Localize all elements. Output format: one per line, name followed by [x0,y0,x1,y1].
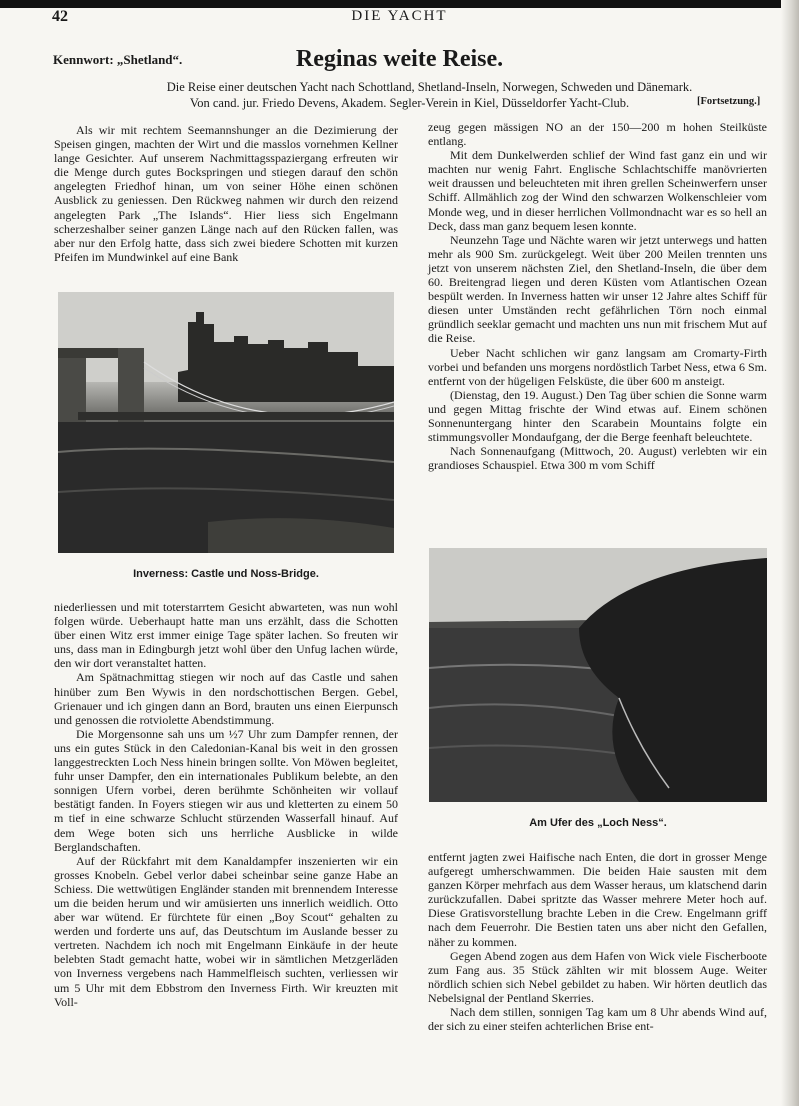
paragraph: Ueber Nacht schlichen wir ganz langsam am Cromarty-Firth vorbei und befanden uns morgens nordöstlich Tarbet Ness, etwa 6 Sm. entfernt von der hügeligen Felsküste, die über 600 m ansteigt. [428,345,767,388]
article-subtitle: Die Reise einer deutschen Yacht nach Schottland, Shetland-Inseln, Norwegen, Schweden und Dänemark. [166,80,693,94]
paragraph: entfernt jagten zwei Haifische nach Enten, die dort in grosser Menge aufgeregt umherschwammen. Die beiden Haie sausten mit dem ganzen Körper mehrfach aus dem Wasser heraus, um klatschend darin zurückzufallen. Dabei spritzte das Wasser mehrere Meter hoch auf. Diese Gratisvorstellung brachte Leben in die Crew. Engelmann griff nach dem Feuerrohr. Die Bestien taten uns aber nicht den Gefallen, näher zu kommen. [428,850,767,949]
column-left-bottom [54,600,398,1009]
column-right-top [428,120,767,472]
photo1-caption: Inverness: Castle und Noss-Bridge. [133,568,319,580]
photo-loch-ness-shore [429,548,767,802]
kennwort-label: Kennwort: „Shetland“. [53,52,183,67]
paragraph: Als wir mit rechtem Seemannshunger an die Dezimierung der Speisen gingen, machten der Wirt und die masslos vornehmen Kellner lange Gesichter. Auf unserem Nachmittagsspaziergang erfreuten wir die Menge durch gutes Bockspringen und stiegen darauf den schön angelegten Friedhof hinan, um von seiner Höhe einen schönen Ausblick zu geniessen. Den Rückweg nahmen wir durch den reizend angelegten Park „The Islands“. Hier liess sich Engelmann scherzeshalber seiner ganzen Länge nach auf den Rücken fallen, was aber nur den Erfolg hatte, dass sich zwei biedere Schotten mit kurzen Pfeifen im Mundwinkel auf eine Bank [54,123,398,264]
paragraph: Neunzehn Tage und Nächte waren wir jetzt unterwegs und hatten mehr als 900 Sm. zurückgelegt. Weit über 200 Meilen trennten uns jetzt von unserem nächsten Ziel, den Shetland-Inseln, die über dem 60. Breitengrad liegen und deren Küsten vom Atlantischen Ozean bespült werden. In Inverness hatten wir unser 12 Jahre altes Schiff für diesen unter Umständen recht gefährlichen Törn noch einmal gründlich seeklar gemacht und machten uns nun mit frischem Mut auf die Reise. [428,232,767,346]
paragraph: Nach dem stillen, sonnigen Tag kam um 8 Uhr abends Wind auf, der sich zu einer steifen achterlichen Brise ent- [428,1005,767,1034]
paragraph: Auf der Rückfahrt mit dem Kanaldampfer inszenierten wir ein grosses Knobeln. Gebel verlor dabei scheinbar seine ganze Habe an Schiess. Die wettwütigen Engländer standen mit brennendem Interesse um die beiden herum und wir amüsierten uns innerlich weidlich. Otto aber war wütend. Er fürchtete für einen „Boy Scout“ gehalten zu werden und forderte uns auf, das Deutschtum im Auslande besser zu vertreten. Nachdem ich noch mit Engelmann Einkäufe in der heute belebten Stadt gemacht hatte, wobei wir in sämtlichen Metzgerläden von Inverness vergebens nach Hammelfleisch suchten, verliessen wir um 5 Uhr mit dem Ebbstrom den Inverness Firth. Wir kreuzten mit Voll- [54,853,398,1009]
article-byline: Von cand. jur. Friedo Devens, Akadem. Segler-Verein in Kiel, Düsseldorfer Yacht-Club. [189,96,630,110]
column-left-top [54,123,398,264]
paragraph: Am Spätnachmittag stiegen wir noch auf das Castle und sahen hinüber zum Ben Wywis in den nordschottischen Bergen. Gebel, Grienauer und ich gingen dann an Bord, brauten uns einen Eierpunsch und genossen die rotviolette Abendstimmung. [54,670,398,727]
photo-inverness-castle [58,292,394,553]
loch-ness-illustration [429,548,767,802]
paragraph: Nach Sonnenaufgang (Mittwoch, 20. August) verlebten wir ein grandioses Schauspiel. Etwa 300 m vom Schiff [428,444,767,473]
paragraph: zeug gegen mässigen NO an der 150—200 m hohen Steilküste entlang. [428,120,767,149]
running-title: DIE YACHT [351,8,448,24]
column-right-bottom [428,850,767,1033]
page-edge-shadow [781,0,799,1106]
continuation-note: [Fortsetzung.] [697,96,761,107]
article-title: Reginas weite Reise. [295,46,504,72]
paragraph: Mit dem Dunkelwerden schlief der Wind fast ganz ein und wir machten nur wenig Fahrt. Englische Schlachtschiffe manövrierten weit draussen und beleuchteten mit ihren grellen Scheinwerfern unser Schiff. Allmählich zog der Wind den schwarzen Wolkenschleier vom Monde weg, und in dieser herrlichen Vollmondnacht war es so hell an Deck, dass man ganz bequem lesen konnte. [428,148,767,233]
castle-bridge-illustration [58,292,394,553]
paragraph: Gegen Abend zogen aus dem Hafen von Wick viele Fischerboote zum Fang aus. 35 Stück zählten wir mit blossem Auge. Weiter nördlich schien sich Nebel gebildet zu haben. Wir hörten deutlich das Nebelsignal der Pentland Skerries. [428,948,767,1005]
page-number: 42 [52,8,68,25]
top-border [0,0,799,8]
paragraph: Die Morgensonne sah uns um ½7 Uhr zum Dampfer rennen, der uns ein gutes Stück in den Caledonian-Kanal bis weit in den grossen langgestreckten Loch Ness hinein bringen sollte. Von Möwen begleitet, fuhr unser Dampfer, den ein internationales Publikum belebte, an den sonnigen Ufern vorbei, deren berühmte Schönheiten wir vollauf bestätigt fanden. In Foyers stiegen wir aus und kletterten zu einem 50 m tief in eine schwarze Schlucht stürzenden Wasserfall hinauf. Auf dem Wege boten sich uns herrliche Ausblicke in wilde Berglandschaften. [54,726,398,854]
photo2-caption: Am Ufer des „Loch Ness“. [529,817,667,829]
paragraph: niederliessen und mit toterstarrtem Gesicht abwarteten, was nun wohl folgen würde. Ueberhaupt hatte man uns erzählt, dass die Schotten über einen Witz erst immer einige Tage später lachen. So freuten wir uns, dass man in Edingburgh jetzt wohl über den Unfug lachen würde, den wir dort veranstaltet hatten. [54,600,398,671]
paragraph: (Dienstag, den 19. August.) Den Tag über schien die Sonne warm und gegen Mittag frischte der Wind etwas auf. Einem schönen Sonnenuntergang hinter den Scarabein Mountains folgte ein stimmungsvoller Mondaufgang, der die Berge feenhaft beleuchtete. [428,387,767,445]
